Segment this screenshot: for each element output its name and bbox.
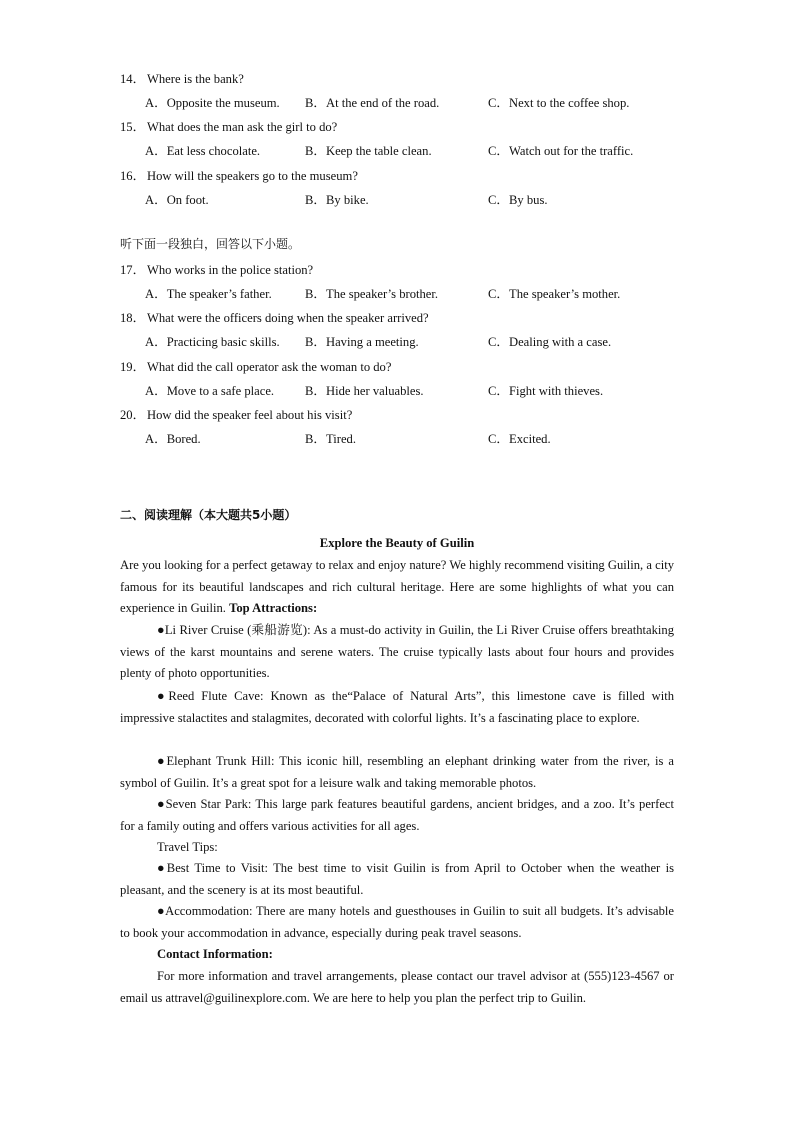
- intro-text: Are you looking for a perfect getaway to relax and enjoy nature? We highly recommend visiting Guilin, a city famous for its beautiful landscapes and rich cultural heritage. Here are some highlights of what you can experience in Guilin.: [120, 558, 674, 616]
- contact-label: Contact Information:: [157, 947, 273, 961]
- option-c: C．By bus.: [488, 193, 548, 207]
- question-text: Who works in the police station?: [147, 263, 314, 277]
- question-number: 20．: [120, 408, 146, 422]
- tip-best-time: ●Best Time to Visit: The best time to visit Guilin is from April to October when the weather is pleasant, and the scenery is at its most beautiful.: [120, 861, 674, 897]
- attraction-elephant-trunk: ●Elephant Trunk Hill: This iconic hill, resembling an elephant drinking water from the river, is a symbol of Guilin. It’s a great spot for a leisure walk and taking memorable photos.: [120, 754, 674, 790]
- option-b: B．Keep the table clean.: [305, 144, 432, 158]
- question-text: Where is the bank?: [147, 72, 244, 86]
- monologue-instruction: 听下面一段独白，回答以下小题。: [120, 237, 301, 251]
- option-c: C．Fight with thieves.: [488, 384, 604, 398]
- option-c: C．Excited.: [488, 432, 551, 446]
- intro-paragraph: [120, 555, 674, 620]
- attraction-seven-star: ●Seven Star Park: This large park features beautiful gardens, ancient bridges, and a zoo. It’s perfect for a family outing and offers various activities for all ages.: [120, 797, 674, 833]
- option-b: B．Having a meeting.: [305, 335, 419, 349]
- question-16: [120, 165, 358, 184]
- attraction-li-river: ●Li River Cruise (乘船游览): As a must-do activity in Guilin, the Li River Cruise offers breathtaking views of the karst mountains and serene waters. The cruise typically lasts about four hours and provides plenty of photo opportunities.: [120, 623, 674, 681]
- passage-title: Explore the Beauty of Guilin: [319, 536, 475, 550]
- option-b: B．Hide her valuables.: [305, 384, 424, 398]
- question-14: [120, 68, 244, 87]
- travel-tips-label: Travel Tips:: [157, 840, 218, 854]
- attraction-reed-flute: ●Reed Flute Cave: Known as the“Palace of Natural Arts”, this limestone cave is filled with impressive stalactites and stalagmites, decorated with colorful lights. It’s a fascinating place to explore.: [120, 689, 674, 725]
- option-a: A．The speaker’s father.: [145, 287, 272, 301]
- question-19: [120, 356, 391, 375]
- contact-text: For more information and travel arrangements, please contact our travel advisor at (555)123-4567 or email us attravel@guilinexplore.com. We are here to help you plan the perfect trip to Guilin.: [120, 969, 674, 1005]
- question-text: What were the officers doing when the speaker arrived?: [147, 311, 429, 325]
- option-b: B．Tired.: [305, 432, 356, 446]
- question-number: 17．: [120, 263, 146, 277]
- question-15: [120, 116, 337, 135]
- option-c: C．Next to the coffee shop.: [488, 96, 630, 110]
- option-c: C．Dealing with a case.: [488, 335, 612, 349]
- section-heading: 二、阅读理解（本大题共5小题）: [120, 508, 297, 522]
- option-a: A．Eat less chocolate.: [145, 144, 261, 158]
- option-b: B．By bike.: [305, 193, 369, 207]
- question-number: 18．: [120, 311, 146, 325]
- option-c: C．The speaker’s mother.: [488, 287, 621, 301]
- option-a: A．Move to a safe place.: [145, 384, 275, 398]
- question-number: 19．: [120, 360, 146, 374]
- option-a: A．Bored.: [145, 432, 201, 446]
- question-text: How will the speakers go to the museum?: [147, 169, 358, 183]
- option-c: C．Watch out for the traffic.: [488, 144, 634, 158]
- question-number: 16．: [120, 169, 146, 183]
- question-18: [120, 307, 429, 326]
- question-text: What did the call operator ask the woman to do?: [147, 360, 392, 374]
- question-text: What does the man ask the girl to do?: [147, 120, 338, 134]
- question-number: 14．: [120, 72, 146, 86]
- option-a: A．Practicing basic skills.: [145, 335, 280, 349]
- question-text: How did the speaker feel about his visit?: [147, 408, 353, 422]
- option-b: B．At the end of the road.: [305, 96, 440, 110]
- question-20: [120, 404, 352, 423]
- top-attractions-label: Top Attractions:: [229, 601, 318, 616]
- option-a: A．On foot.: [145, 193, 209, 207]
- option-a: A．Opposite the museum.: [145, 96, 280, 110]
- question-number: 15．: [120, 120, 146, 134]
- option-b: B．The speaker’s brother.: [305, 287, 439, 301]
- question-17: [120, 259, 313, 278]
- tip-accommodation: ●Accommodation: There are many hotels and guesthouses in Guilin to suit all budgets. It’s advisable to book your accommodation in advance, especially during peak travel seasons.: [120, 904, 674, 940]
